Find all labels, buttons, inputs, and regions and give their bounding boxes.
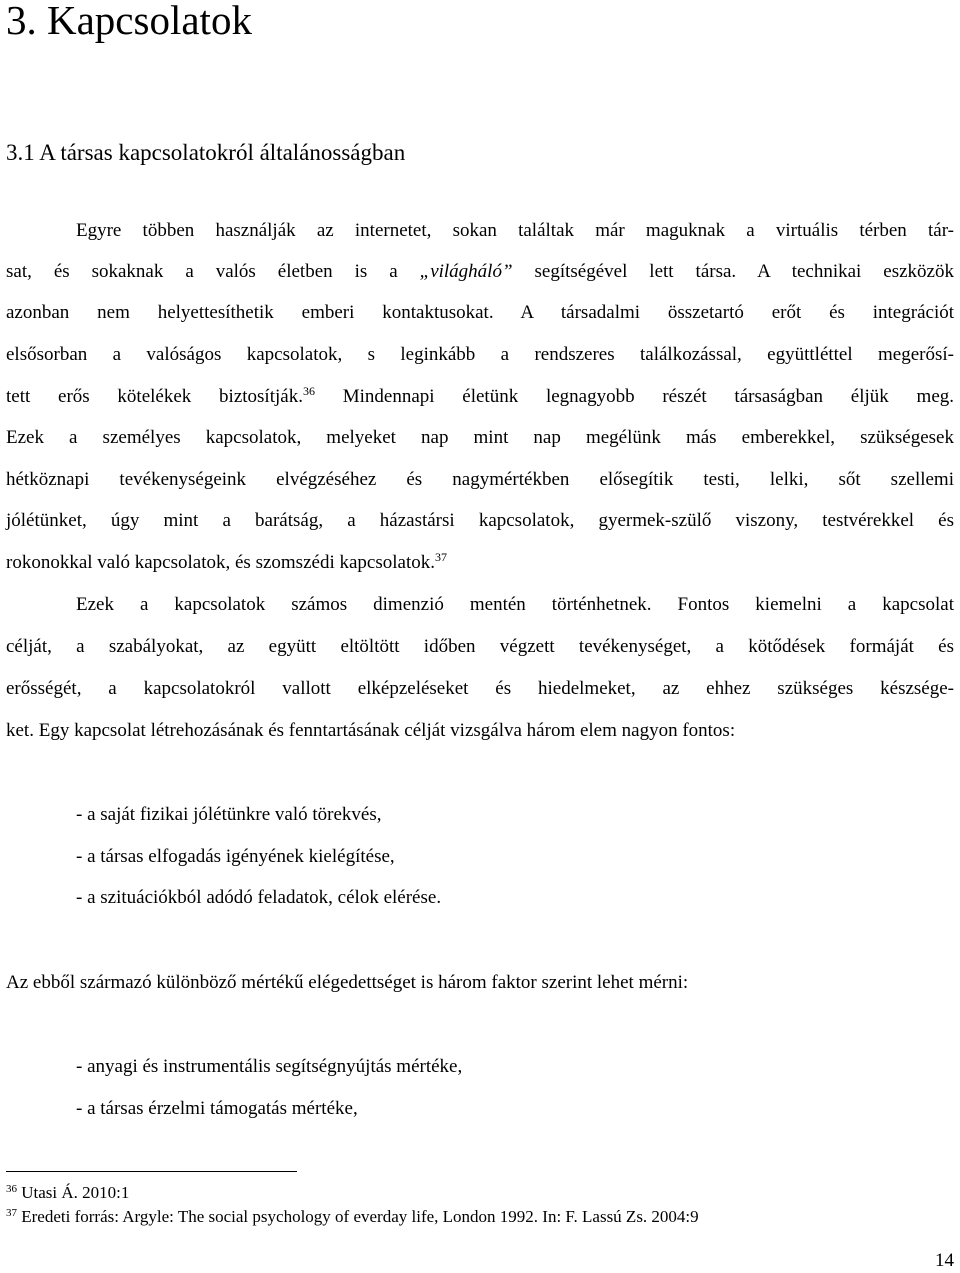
footnote-divider (6, 1171, 297, 1172)
footnote-ref: 36 (302, 384, 315, 398)
text-span: tett erős kötelékek biztosítják. (6, 386, 303, 407)
footnote-number: 36 (6, 1183, 17, 1195)
text-line: erősségét, a kapcsolatokról vallott elképzeléseket és hiedelmeket, az ehhez szükséges készsége- (6, 678, 954, 699)
footnote (6, 1206, 699, 1228)
text-line: elsősorban a valóságos kapcsolatok, s leginkább a rendszeres találkozással, együttléttel megerősí- (6, 344, 954, 365)
text-span: segítségével lett társa. A technikai eszközök (512, 261, 954, 282)
text-line (6, 550, 954, 576)
footnote (6, 1182, 129, 1204)
text-span: rokonokkal való kapcsolatok, és szomszédi kapcsolatok. (6, 552, 435, 573)
paragraph-3: Az ebből származó különböző mértékű elégedettséget is három faktor szerint lehet mérni: (6, 972, 689, 993)
footnote-ref: 37 (434, 550, 447, 564)
footnote-text: Utasi Á. 2010:1 (17, 1183, 130, 1202)
text-line: célját, a szabályokat, az együtt eltöltött időben végzett tevékenységet, a kötődések formáját és (6, 636, 954, 657)
footnote-text: Eredeti forrás: Argyle: The social psychology of everday life, London 1992. In: F. Lassú Zs. 2004:9 (17, 1207, 699, 1226)
text-line (6, 259, 954, 285)
text-line: hétköznapi tevékenységeink elvégzéséhez és nagymértékben elősegítik testi, lelki, sőt szellemi (6, 469, 954, 490)
text-span: sat, és sokaknak a valós életben is a (6, 261, 420, 282)
text-line (6, 384, 954, 410)
list-item: - a társas érzelmi támogatás mértéke, (76, 1098, 358, 1119)
list-item: - a szituációkból adódó feladatok, célok elérése. (76, 887, 442, 908)
list-item: - a saját fizikai jólétünkre való törekvés, (76, 804, 382, 825)
list-item: - anyagi és instrumentális segítségnyújtás mértéke, (76, 1056, 463, 1077)
list-item: - a társas elfogadás igényének kielégítése, (76, 846, 395, 867)
text-line: ket. Egy kapcsolat létrehozásának és fenntartásának célját vizsgálva három elem nagyon fontos: (6, 720, 736, 741)
text-line: Egyre többen használják az internetet, sokan találtak már maguknak a virtuális térben tár- (76, 220, 954, 241)
text-span: Mindennapi életünk legnagyobb részét társaságban éljük meg. (314, 386, 955, 407)
text-line: Ezek a személyes kapcsolatok, melyeket nap mint nap megélünk más emberekkel, szükségesek (6, 427, 954, 448)
text-line: Ezek a kapcsolatok számos dimenzió mentén történhetnek. Fontos kiemelni a kapcsolat (76, 594, 954, 615)
chapter-title: 3. Kapcsolatok (6, 0, 252, 43)
section-title: 3.1 A társas kapcsolatokról általánosságban (6, 140, 406, 165)
text-line: azonban nem helyettesíthetik emberi kontaktusokat. A társadalmi összetartó erőt és integrációt (6, 302, 954, 323)
page-number: 14 (935, 1250, 954, 1271)
text-line: jólétünket, úgy mint a barátság, a házastársi kapcsolatok, gyermek-szülő viszony, testvérekkel és (6, 510, 954, 531)
emphasis-text: „világháló” (419, 261, 513, 282)
footnote-number: 37 (6, 1207, 17, 1219)
